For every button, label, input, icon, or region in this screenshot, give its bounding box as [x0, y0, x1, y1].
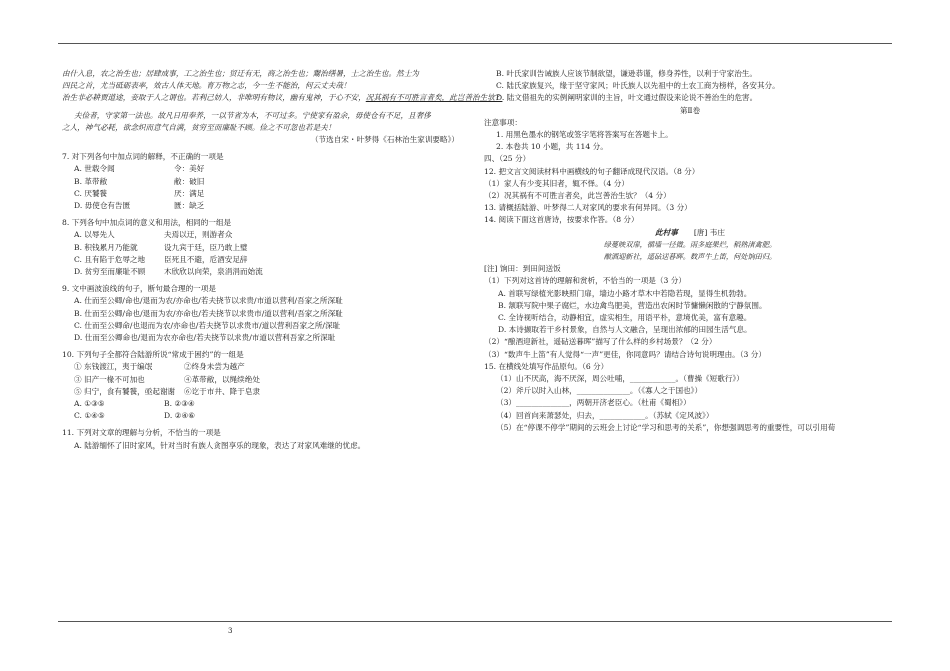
q11-option-d: D. 陆文借祖先的实例阐明家训的主旨，叶文通过假设来论说不善治生的危害。 — [496, 93, 758, 103]
passage-line: 由什入息，农之治生也；居肆成事，工之治生也；贸迁有无，商之治生也；鬻治缮暑，士之治生也。然士为 — [62, 69, 419, 78]
q15-item: （3）______________，两朝开济老臣心。（杜甫《蜀相》） — [496, 398, 691, 408]
section-heading: 四、（25 分） — [484, 154, 531, 164]
right-column — [484, 68, 896, 434]
q14-part-3: （3）“数声牛上笛”有人觉得“一声”更佳，你同意吗？请结合诗句说明理由。（3 分） — [484, 349, 766, 359]
passage-line: 夫俭者，守家第一法也。故凡日用奉养，一以节省为本，不可过多。宁使家有盈余，毋使仓有不足，且奢侈 — [74, 110, 431, 120]
question-9: 9. 文中画波浪线的句子，断句最合理的一项是 — [62, 284, 216, 294]
q9-option-d: D. 仕而至公卿命也/退而为农亦命也/若夫挠节以求贵/市道以营利吾家之所深耻 — [74, 333, 336, 343]
q7-option-d: D. 毋使仓有告匮 匮：缺乏 — [74, 201, 205, 211]
q15-item: （4）回首向来萧瑟处，归去，____________。（苏轼《定风波》） — [496, 410, 714, 420]
notes-title: 注意事项： — [484, 117, 522, 127]
passage-source: （节选自宋・叶梦得《石林治生家训要略》） — [310, 135, 459, 145]
q8-option-c: C. 且有陷于危辱之地 臣死且不避，卮酒安足辞 — [74, 254, 248, 264]
q10-items-row: ⑤ 归宁，食有饕餮，亟起谢谢 ⑥讫于市井、降于皂隶 — [74, 386, 260, 396]
q14-part-2: （2）“酿酒迎新社，遥砧送暮晖”描写了什么样的乡村场景？（2 分） — [484, 337, 717, 347]
question-11: 11. 下列对文章的理解与分析，不恰当的一项是 — [62, 428, 221, 438]
note-item: 2. 本卷共 10 小题，共 114 分。 — [496, 142, 608, 152]
poem-author: [唐] 韦庄 — [693, 227, 725, 237]
bottom-rule — [58, 621, 892, 622]
q11-option-b: B. 叶氏家训告诫族人应该节制欲望，谦逊恭谨，修身养性，以利于守家治生。 — [496, 69, 757, 78]
q8-option-b: B. 积钱累月乃能就 设九宾于廷，臣乃敢上璧 — [74, 242, 248, 252]
q11-option-c: C. 陆氏家族复兴，缘于坚守家风；叶氏族人以先祖中的土农工商为榜样，各安其分。 — [496, 81, 780, 91]
q7-option-c: C. 厌饕餮 厌：满足 — [74, 188, 205, 198]
q8-option-a: A. 以辱先人 夫焉以迂，则游者众 — [74, 230, 233, 240]
passage-line: 四民之首，尤当砥砺表率，效古人体天地。育万物之志，今一生不能治，何云丈夫哉！ — [62, 81, 351, 91]
q14-option-c: C. 全诗视听结合，动静相宜，虚实相生，用语平朴，意境优美，富有意趣。 — [498, 313, 752, 323]
q12-part-1: （1）家人有少变其旧者，辄不怿。（4 分） — [484, 178, 629, 188]
q7-option-b: B. 革带敝 敝：破旧 — [74, 176, 205, 186]
question-15: 15. 在横线处填写作品原句。（6 分） — [484, 361, 609, 371]
poem-note: [注] 饷田：到田间送饭 — [484, 264, 561, 274]
q12-part-2: （2）况其祸有不可胜言者矣，此岂善治生欤？（4 分） — [484, 191, 671, 201]
q10-options-row: A. ①③⑤ B. ②③④ — [74, 399, 195, 409]
q15-item: （1）山不厌高，海不厌深，周公吐哺，____________。（曹操《短歌行》） — [496, 374, 744, 384]
q14-option-d: D. 本诗撷取若干乡村景象，自然与人文融合，呈现出浓郁的田园生活气息。 — [498, 325, 752, 335]
question-13: 13. 请概括陆游、叶梦得二人对家风的要求有何异同。（3 分） — [484, 203, 692, 213]
question-7: 7. 对下列各句中加点词的解释，不正确的一项是 — [62, 152, 224, 162]
q9-option-c: C. 仕而至公卿命/也退而为农/亦命也/若夫挠节以求贵市/道以营利吾家之所/深耻 — [74, 320, 341, 330]
q11-option-a: A. 陆游缅怀了旧时家风，针对当时有族人贪图享乐的现象，表达了对家风难继的忧虑。 — [74, 440, 366, 450]
part-2-title: 第Ⅱ卷 — [679, 105, 701, 115]
q15-item: （2）斧斤以时入山林，______________。（《寡人之于国也》） — [496, 386, 703, 396]
poem-title: 此村事 [唐] 韦庄 — [655, 227, 725, 237]
q10-items-row: ③ 旧产一椽不可加也 ④革带敝，以绳续绝处 — [74, 374, 260, 384]
question-8: 8. 下列各句中加点词的意义和用法，相同的一组是 — [62, 218, 232, 228]
passage-line: 之人，神气必耗，欲念炽而意气自满，贫穷至而廉耻不顾。俭之不可忽也若是夫！ — [62, 122, 336, 132]
question-10: 10. 下列句子全都符合陆游所说“常成于困约”的一组是 — [62, 350, 244, 360]
page-number: 3 — [228, 627, 233, 635]
q10-options-row: C. ①④⑤ D. ②④⑥ — [74, 411, 196, 421]
q9-option-a: A. 仕而至公卿/命也/退而为农/亦命也/若夫挠节以求贵/市道以营利/吾家之所深耻 — [74, 296, 343, 306]
underlined-sentence: 况其祸有不可胜言者矣，此岂善治生欤？ — [365, 93, 503, 103]
poem-line: 绿蔓映双扉，循墙一径微。雨多庭果烂，稻熟渚禽肥。 — [603, 239, 777, 249]
top-rule — [58, 43, 892, 44]
question-14: 14. 阅读下面这首唐诗，按要求作答。（8 分） — [484, 215, 639, 225]
q9-option-b: B. 仕而至公卿/命也/退而为农/亦命也/若夫挠节以求贵市/道以营利/吾家之所深耻 — [74, 308, 343, 318]
passage-text: 治生非必耕贾道途，妾取于人之谓也。若利己妨人，非唯明有物议，幽有鬼神，于心不安， — [62, 93, 366, 103]
q15-item: （5）在“停课不停学”期间的云班会上讨论“学习和思考的关系”，你想强调思考的重要性，可以引用荀 — [496, 422, 836, 432]
q14-option-a: A. 首联写绿植光影映照门扉，墙边小路才草木中若隐若现，显得生机勃勃。 — [498, 288, 752, 298]
q7-option-a: A. 世载令闻 令：美好 — [74, 164, 205, 174]
question-12: 12. 把文言文阅读材料中画横线的句子翻译成现代汉语。（8 分） — [484, 166, 700, 176]
q14-part-1: （1）下列对这首诗的理解和赏析，不恰当的一项是（3 分） — [484, 276, 686, 286]
passage-line — [62, 92, 503, 104]
q14-option-b: B. 颔联写院中果子腐烂，水边禽鸟肥美，营造出农闲时节慵懒闲散的宁静氛围。 — [498, 300, 767, 310]
note-item: 1. 用黑色墨水的钢笔或签字笔将答案写在答题卡上。 — [496, 130, 673, 140]
q10-items-row: ① 东钱渡江，夷于编氓 ②终身未尝为越产 — [74, 362, 245, 372]
q8-option-d: D. 贫穷至而廉耻不顾 木欣欣以向荣，泉涓涓而始流 — [74, 267, 263, 277]
poem-line: 酿酒迎新社，遥砧送暮晖。数声牛上笛，何处饷田归。 — [603, 252, 777, 262]
